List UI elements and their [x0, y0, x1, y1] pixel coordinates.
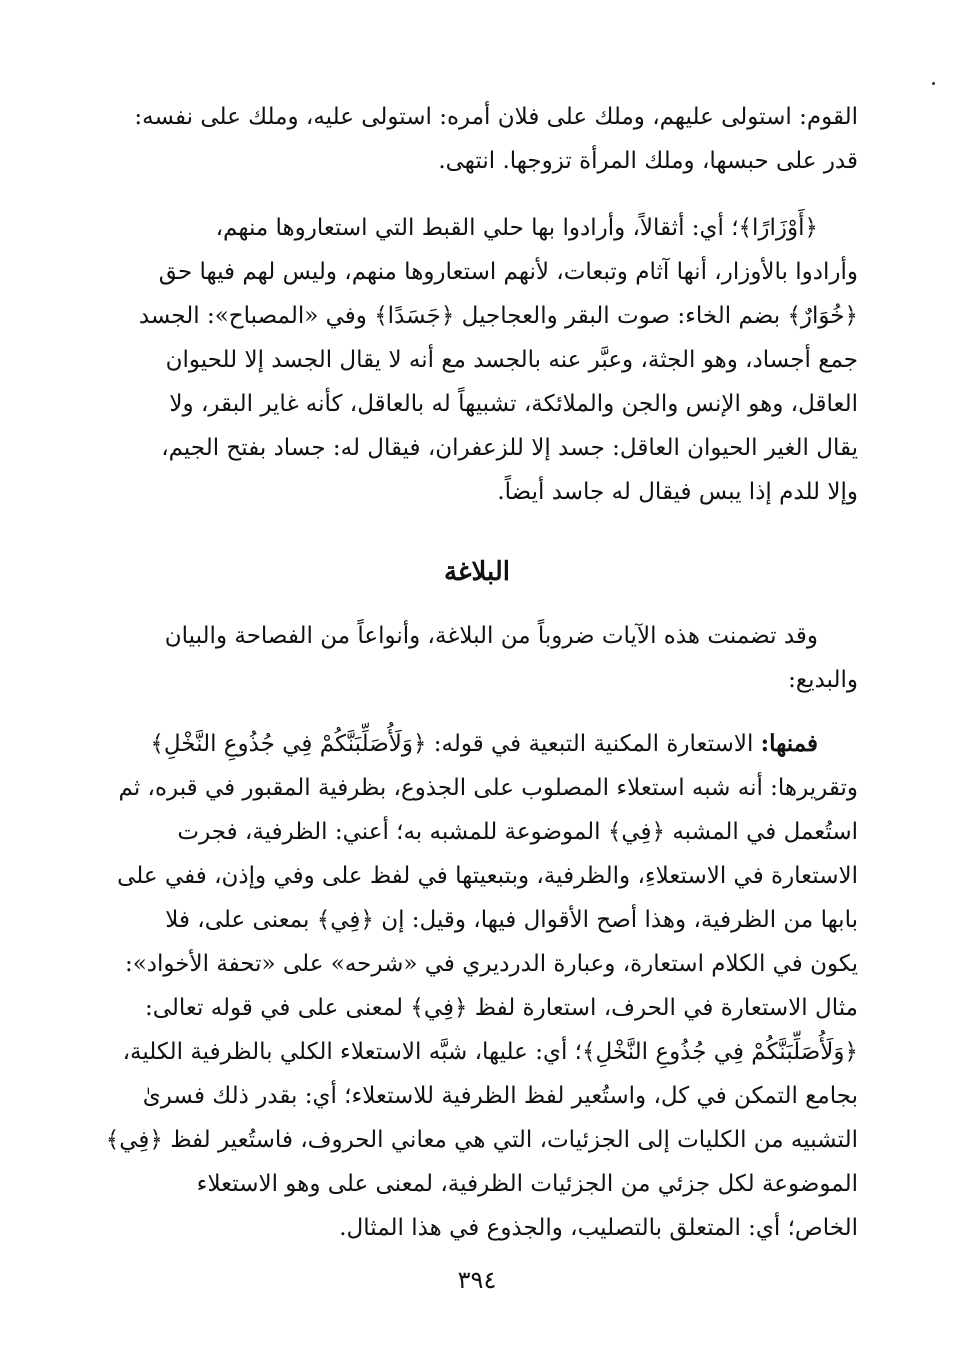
text-line: الخاص؛ أي: المتعلق بالتصليب، والجذوع في هذا المثال. — [339, 1215, 858, 1241]
text-line: مثال الاستعارة في الحرف، استعارة لفظ ﴿فِي﴾ لمعنى على في قوله تعالى: — [144, 995, 858, 1021]
text-line: استُعمل في المشبه ﴿فِي﴾ الموضوعة للمشبه به؛ أعني: الظرفية، فجرت — [177, 819, 858, 845]
text-line: وتقريرها: أنه شبه استعلاء المصلوب على الجذوع، بظرفية المقبور في قبره، ثم — [118, 775, 858, 801]
text-line: ﴿أَوْزَارًا﴾؛ أي: أثقالاً، وأرادوا بها حلي القبط التي استعاروها منهم، — [215, 215, 818, 241]
text-line: وقد تضمنت هذه الآيات ضروباً من البلاغة، وأنواعاً من الفصاحة والبيان — [164, 623, 818, 649]
lead-word: فمنها: — [760, 730, 818, 757]
text-line: العاقل، وهو الإنس والجن والملائكة، تشبيهاً له بالعاقل، كأنه غاير البقر، ولا — [169, 391, 858, 417]
rhetoric-paragraph — [80, 722, 858, 1250]
text-line: يكون في الكلام استعارة، وعبارة الدرديري في «شرحه» على «تحفة الأخواد»: — [124, 951, 858, 977]
text-line: والبديع: — [788, 667, 858, 693]
text-line: الموضوعة لكل جزئي من الجزئيات الظرفية، لمعنى على وهو الاستعلاء — [196, 1171, 858, 1197]
paragraph-1 — [80, 95, 858, 183]
text-line: وأرادوا بالأوزار، أنها آثام وتبعات، لأنهم استعاروها منهم، وليس لهم فيها حق — [158, 259, 858, 285]
text-line: قدر على حبسها، وملك المرأة تزوجها. انتهى. — [438, 148, 858, 174]
text-line: التشبيه من الكليات إلى الجزئيات، التي هي معاني الحروف، فاستُعير لفظ ﴿فِي﴾ — [105, 1127, 858, 1153]
paragraph-2 — [80, 206, 858, 514]
scan-speck — [932, 82, 935, 85]
text-line: ﴿خُوَارٌ﴾ بضم الخاء: صوت البقر والعجاجيل ﴿جَسَدًا﴾ وفي «المصباح»: الجسد — [138, 303, 858, 329]
text-line: يقال الغير الحيوان العاقل: جسد إلا للزعفران، فيقال له: جساد بفتح الجيم، — [161, 435, 858, 461]
text-line: بابها من الظرفية، وهذا أصح الأقوال فيها، وقيل: إن ﴿فِي﴾ بمعنى على، فلا — [165, 907, 858, 933]
text-line: القوم: استولى عليهم، وملك على فلان أمره: استولى عليه، وملك على نفسه: — [134, 104, 858, 130]
intro-paragraph — [80, 614, 858, 702]
page-number: ٣٩٤ — [457, 1266, 497, 1294]
text-line: جمع أجساد، وهو الجثة، وعبَّر عنه بالجسد مع أنه لا يقال الجسد إلا للحيوان — [165, 347, 858, 373]
text-line: ﴿وَلَأُصَلِّبَنَّكُمْ فِي جُذُوعِ النَّخْلِ﴾؛ أي: عليها، شبَّه الاستعلاء الكلي بالظرفية الكلية، — [122, 1039, 858, 1065]
section-heading: البلاغة — [443, 557, 511, 587]
text-line — [80, 722, 858, 766]
text-line: بجامع التمكن في كل، واستُعير لفظ الظرفية للاستعلاء؛ أي: بقدر ذلك فسرىٰ — [142, 1083, 858, 1109]
lead-line-rest: الاستعارة المكنية التبعية في قوله: ﴿وَلَأُصَلِّبَنَّكُمْ فِي جُذُوعِ النَّخْلِ﴾ — [150, 731, 761, 757]
text-line: وإلا للدم إذا يبس فيقال له جاسد أيضاً. — [497, 479, 858, 505]
text-line: الاستعارة في الاستعلاءِ، والظرفية، وبتبعيتها في لفظ على وفي وإذن، ففي على — [117, 863, 858, 889]
